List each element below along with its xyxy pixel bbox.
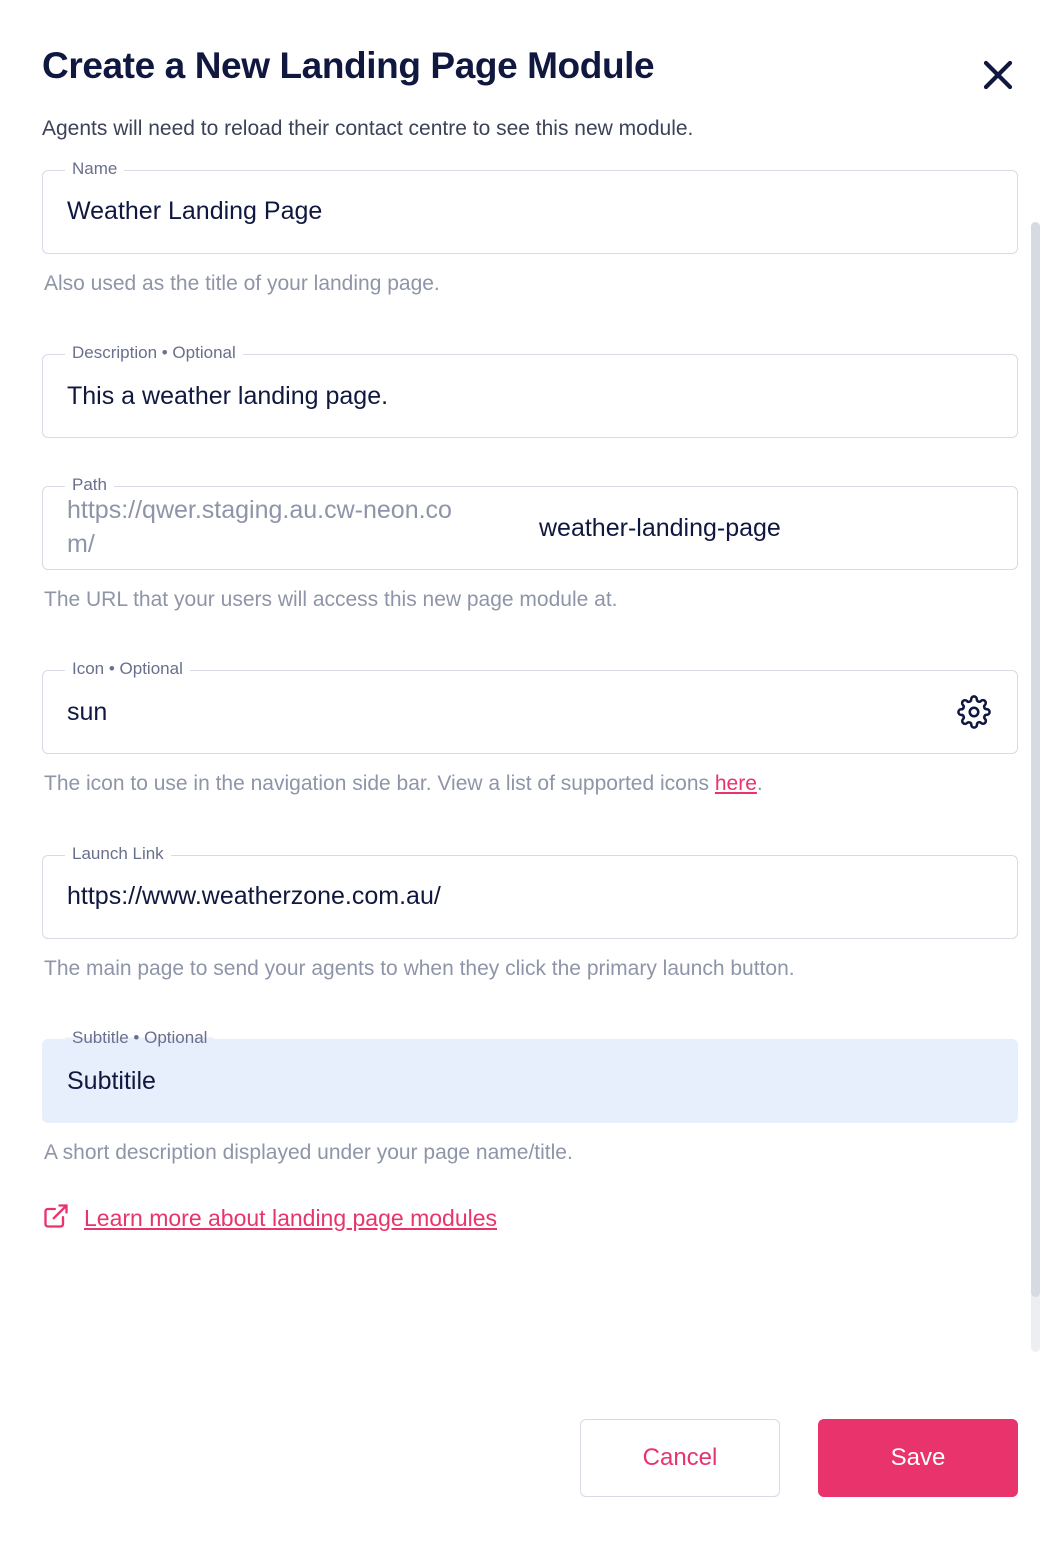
name-input-box[interactable] — [42, 158, 1018, 254]
icon-helper-text-after: . — [756, 772, 763, 796]
description-input-box[interactable] — [42, 343, 1018, 438]
spacer — [42, 438, 1018, 486]
learn-more-link[interactable]: Learn more about landing page modules — [84, 1204, 498, 1231]
launch-link-label: Launch Link — [65, 845, 171, 862]
launch-link-value: https://www.weatherzone.com.au/ — [67, 882, 441, 911]
gear-icon[interactable] — [957, 695, 991, 729]
close-icon — [979, 56, 1017, 97]
field-path — [42, 475, 1018, 614]
field-subtitle — [42, 1028, 1018, 1167]
subtitle-value: Subtitile — [67, 1066, 156, 1095]
cancel-button[interactable]: Cancel — [580, 1419, 780, 1497]
icon-helper — [44, 770, 1018, 798]
scrollbar-thumb[interactable] — [1031, 222, 1040, 1297]
subtitle-helper: A short description displayed under your page name/title. — [44, 1141, 573, 1165]
path-label: Path — [65, 476, 114, 493]
icon-helper-text-before: The icon to use in the navigation side bar. View a list of supported icons — [44, 772, 715, 796]
name-value: Weather Landing Page — [67, 197, 323, 226]
launch-link-helper: The main page to send your agents to when they click the primary launch button. — [44, 956, 795, 980]
description-label: Description • Optional — [65, 344, 243, 361]
field-launch-link — [42, 843, 1018, 983]
close-button[interactable] — [974, 52, 1022, 100]
dialog-footer — [0, 1390, 1060, 1544]
name-helper: Also used as the title of your landing page. — [44, 271, 440, 295]
subtitle-label: Subtitle • Optional — [65, 1029, 214, 1046]
dialog-subtitle: Agents will need to reload their contact centre to see this new module. — [42, 117, 694, 141]
dialog-header — [0, 0, 1060, 144]
field-description — [42, 343, 1018, 438]
icon-input-box[interactable] — [42, 659, 1018, 754]
path-helper: The URL that your users will access this new page module at. — [44, 588, 618, 612]
page-title: Create a New Landing Page Module — [42, 45, 655, 86]
launch-link-input-box[interactable] — [42, 843, 1018, 939]
icon-label: Icon • Optional — [65, 660, 190, 677]
form-scroll-area[interactable] — [0, 158, 1060, 1300]
description-value: This a weather landing page. — [67, 381, 389, 410]
name-label: Name — [65, 160, 124, 177]
path-value: weather-landing-page — [539, 513, 781, 542]
learn-more-row[interactable] — [42, 1202, 1018, 1235]
field-name — [42, 158, 1018, 298]
path-input-box[interactable] — [42, 475, 1018, 570]
path-prefix: https://qwer.staging.au.cw-neon.com/ — [67, 496, 452, 559]
scrollbar-track[interactable] — [1031, 222, 1040, 1352]
icon-value: sun — [67, 697, 108, 726]
supported-icons-link[interactable]: here — [714, 772, 757, 796]
save-button[interactable]: Save — [818, 1419, 1018, 1497]
subtitle-input-box[interactable] — [42, 1028, 1018, 1123]
field-icon — [42, 659, 1018, 798]
external-link-icon — [42, 1202, 70, 1235]
spacer — [42, 799, 1018, 855]
